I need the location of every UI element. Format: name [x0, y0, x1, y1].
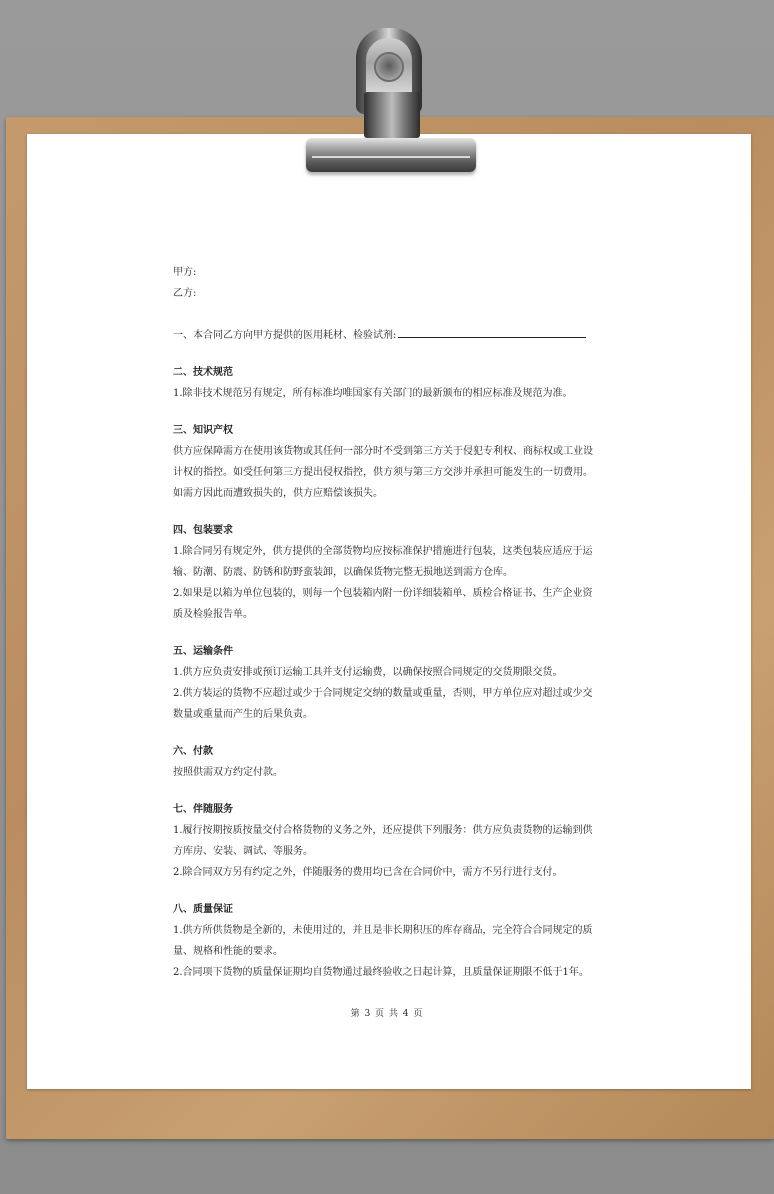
- section-8-line: 量、规格和性能的要求。: [173, 946, 283, 957]
- section-7-line: 1.履行按期按质按量交付合格货物的义务之外，还应提供下列服务：供方应负责货物的运输到供: [173, 825, 593, 836]
- section-2-title: 二、技术规范: [173, 367, 233, 378]
- binder-clip-hole: [374, 52, 404, 82]
- section-8-line: 2.合同项下货物的质量保证期均自货物通过最终验收之日起计算，且质量保证期限不低于1年。: [173, 967, 589, 978]
- party-a-label: 甲方:: [173, 267, 197, 278]
- section-5-line: 2.供方装运的货物不应超过或少于合同规定交纳的数量或重量，否则，甲方单位应对超过或少交: [173, 688, 593, 699]
- section-5-line: 数量或重量而产生的后果负责。: [173, 709, 313, 720]
- binder-clip-base: [306, 138, 476, 172]
- section-1-label: 一、本合同乙方向甲方提供的医用耗材、检验试剂:: [173, 330, 397, 341]
- section-4-line: 输、防潮、防震、防锈和防野蛮装卸，以确保货物完整无损地送到需方仓库。: [173, 567, 513, 578]
- section-4-line: 2.如果是以箱为单位包装的，则每一个包装箱内附一份详细装箱单、质检合格证书、生产企业资: [173, 588, 593, 599]
- section-4-line: 质及检验报告单。: [173, 609, 253, 620]
- section-5-title: 五、运输条件: [173, 646, 233, 657]
- section-3-line: 如需方因此而遭致损失的，供方应赔偿该损失。: [173, 488, 383, 499]
- section-3-line: 供方应保障需方在使用该货物或其任何一部分时不受到第三方关于侵犯专利权、商标权或工业设: [173, 446, 593, 457]
- section-7-line: 2.除合同双方另有约定之外，伴随服务的费用均已含在合同价中，需方不另行进行支付。: [173, 867, 563, 878]
- page-number: 第 3 页 共 4 页: [350, 1009, 424, 1019]
- document-content: [173, 262, 605, 983]
- section-7-title: 七、伴随服务: [173, 804, 233, 815]
- section-4-line: 1.除合同另有规定外，供方提供的全部货物均应按标准保护措施进行包装，这类包装应适应于运: [173, 546, 593, 557]
- binder-clip-body: [364, 92, 420, 138]
- section-4-title: 四、包装要求: [173, 525, 233, 536]
- section-8-line: 1.供方所供货物是全新的，未使用过的，并且是非长期积压的库存商品，完全符合合同规定的质: [173, 925, 593, 936]
- section-7-line: 方库房、安装、调试、等服务。: [173, 846, 313, 857]
- section-6-line: 按照供需双方约定付款。: [173, 767, 283, 778]
- section-3-title: 三、知识产权: [173, 425, 233, 436]
- section-6-title: 六、付款: [173, 746, 213, 757]
- section-2-line: 1.除非技术规范另有规定，所有标准均唯国家有关部门的最新颁布的相应标准及规范为准。: [173, 388, 573, 399]
- binder-clip-highlight: [312, 156, 470, 158]
- fill-in-blank: [398, 325, 586, 338]
- section-1-text: [173, 325, 605, 346]
- section-3-line: 计权的指控。如受任何第三方提出侵权指控，供方须与第三方交涉并承担可能发生的一切费用。: [173, 467, 593, 478]
- section-8-title: 八、质量保证: [173, 904, 233, 915]
- section-5-line: 1.供方应负责安排或预订运输工具并支付运输费，以确保按照合同规定的交货期限交货。: [173, 667, 563, 678]
- party-b-label: 乙方:: [173, 288, 197, 299]
